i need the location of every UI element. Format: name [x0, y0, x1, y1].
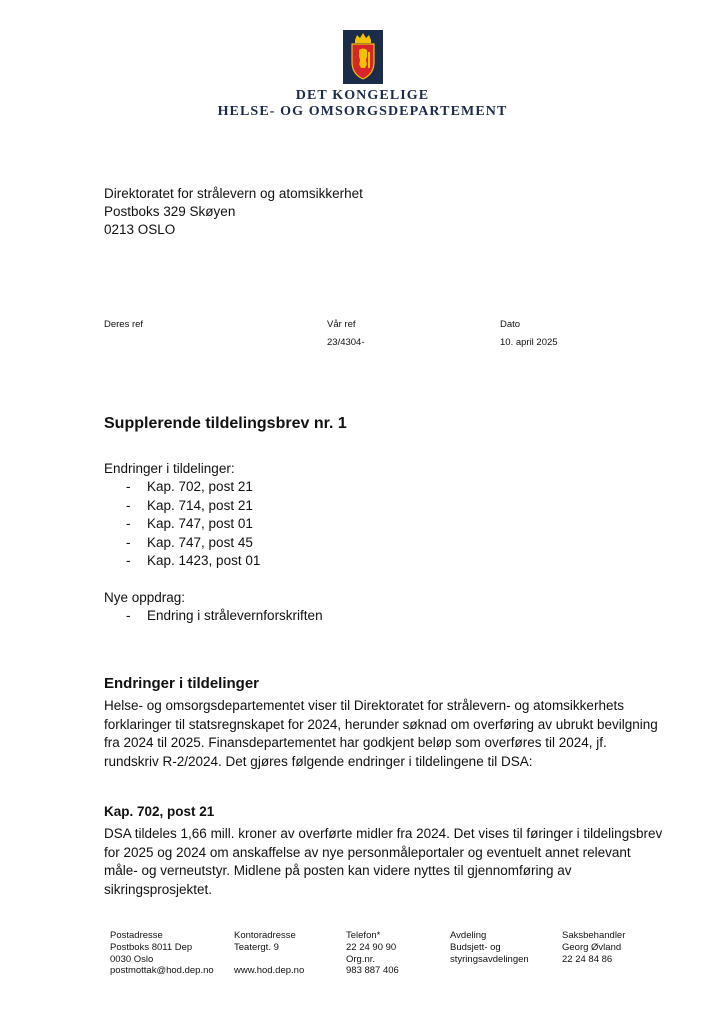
footer-line — [234, 954, 304, 966]
footer-line: styringsavdelingen — [450, 953, 529, 965]
footer-postadresse — [110, 930, 214, 977]
var-ref-value: 23/4304- — [327, 337, 365, 348]
changes-intro: Endringer i tildelinger: — [104, 461, 235, 476]
deres-ref-label: Deres ref — [104, 319, 144, 330]
footer-heading: Telefon* — [346, 930, 381, 941]
letter-title: Supplerende tildelingsbrev nr. 1 — [104, 415, 347, 432]
date-value: 10. april 2025 — [500, 337, 558, 348]
footer-line: 22 24 90 90 — [346, 941, 397, 953]
footer-web-link[interactable]: www.hod.dep.no — [234, 965, 305, 977]
recipient-line: Direktoratet for strålevern og atomsikkerhet — [104, 186, 363, 201]
footer-line: Georg Øvland — [562, 941, 622, 953]
subsection-heading: Kap. 702, post 21 — [104, 804, 215, 819]
section-heading: Endringer i tildelinger — [104, 675, 260, 692]
list-item: - Kap. 702, post 21 — [104, 478, 260, 496]
footer-heading: Avdeling — [450, 930, 487, 941]
footer-saksbehandler — [562, 930, 625, 965]
coat-of-arms-icon — [343, 30, 383, 84]
list-item: - Endring i strålevernforskriften — [104, 607, 323, 625]
changes-list — [104, 478, 260, 570]
footer-line: Postboks 8011 Dep — [110, 941, 193, 953]
footer-line: 983 887 406 — [346, 965, 399, 977]
list-item: - Kap. 714, post 21 — [104, 497, 260, 515]
org-name-line2: HELSE- OG OMSORGSDEPARTEMENT — [217, 104, 508, 119]
footer-telefon — [346, 930, 399, 977]
footer-heading: Postadresse — [110, 930, 163, 941]
recipient-line: Postboks 329 Skøyen — [104, 204, 236, 219]
changes-block — [104, 460, 260, 570]
footer-kontoradresse — [234, 930, 304, 977]
footer-line: Budsjett- og — [450, 941, 501, 953]
footer-email-link[interactable]: postmottak@hod.dep.no — [110, 965, 214, 977]
footer-line: Org.nr. — [346, 953, 376, 965]
var-ref-label: Vår ref — [327, 319, 356, 330]
date-label: Dato — [500, 319, 521, 330]
new-tasks-block — [104, 589, 323, 626]
new-tasks-intro: Nye oppdrag: — [104, 590, 186, 605]
footer-line: 22 24 84 86 — [562, 953, 613, 965]
footer-heading: Kontoradresse — [234, 930, 296, 941]
footer-heading: Saksbehandler — [562, 930, 626, 941]
list-item: - Kap. 747, post 01 — [104, 515, 260, 533]
list-item: - Kap. 747, post 45 — [104, 534, 260, 552]
footer-line: Teatergt. 9 — [234, 941, 279, 953]
recipient-address — [104, 185, 363, 239]
letterhead — [0, 30, 725, 120]
org-name-line1: DET KONGELIGE — [295, 88, 430, 103]
subsection-paragraph: DSA tildeles 1,66 mill. kroner av overførte midler fra 2024. Det vises til føringer i tildelingsbrev for 2025 og 2024 om anskaffelse av nye personmåleportaler og eventuelt annet relevant måle- og verneutstyr. Midlene på posten kan videre nyttes til gjennomføring av sikringsprosjektet. — [104, 826, 663, 897]
section-paragraph: Helse- og omsorgsdepartementet viser til Direktoratet for strålevern- og atomsikkerhets forklaringer til statsregnskapet for 2024, herunder søknad om overføring av ubrukt bevilgning fra 2024 til 2025. Finansdepartementet har godkjent beløp som overføres til 2024, jf. rundskriv R-2/2024. Det gjøres følgende endringer i tildelingene til DSA: — [104, 698, 658, 769]
recipient-line: 0213 OSLO — [104, 222, 176, 237]
list-item: - Kap. 1423, post 01 — [104, 552, 260, 570]
new-tasks-list — [104, 607, 323, 625]
footer-line: 0030 Oslo — [110, 953, 154, 965]
footer-avdeling — [450, 930, 529, 965]
